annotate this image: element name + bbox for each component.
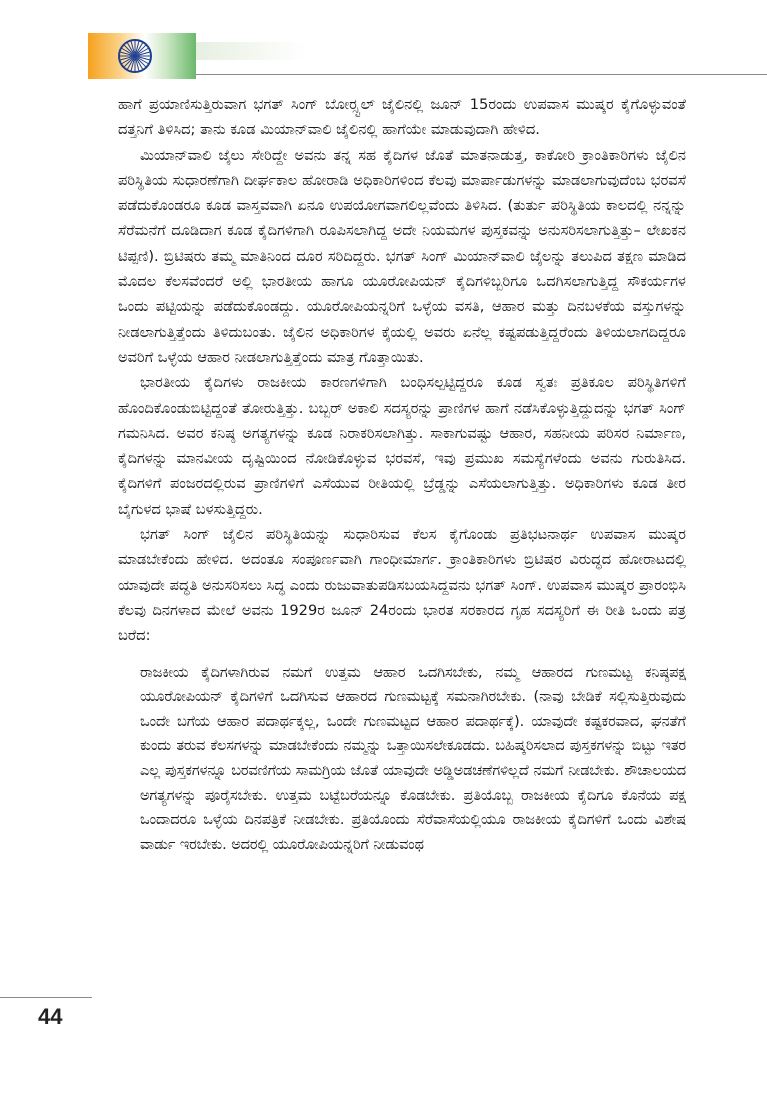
paragraph-3: ಭಾರತೀಯ ಕೈದಿಗಳು ರಾಜಕೀಯ ಕಾರಣಗಳಿಗಾಗಿ ಬಂಧಿಸಲ್ಪಟ್ಟಿದ್ದರೂ ಕೂಡ ಸ್ವತಃ ಪ್ರತಿಕೂಲ ಪರಿಸ್ಥಿತಿಗಳಿಗೆ ಹೊಂದಿಕೊಂಡುಬಿಟ್ಟಿದ್ದಂತೆ ತೋರುತ್ತಿತ್ತು. ಬಬ್ಬರ್ ಅಕಾಲಿ ಸದಸ್ಯರನ್ನು ಪ್ರಾಣಿಗಳ ಹಾಗೆ ನಡೆಸಿಕೊಳ್ಳುತ್ತಿದ್ದುದನ್ನು ಭಗತ್ ಸಿಂಗ್ ಗಮನಿಸಿದ. ಅವರ ಕನಿಷ್ಠ ಅಗತ್ಯಗಳನ್ನು ಕೂಡ ನಿರಾಕರಿಸಲಾಗಿತ್ತು. ಸಾಕಾಗುವಷ್ಟು ಆಹಾರ, ಸಹನೀಯ ಪರಿಸರ ನಿರ್ಮಾಣ, ಕೈದಿಗಳನ್ನು ಮಾನವೀಯ ದೃಷ್ಟಿಯಿಂದ ನೋಡಿಕೊಳ್ಳುವ ಭರವಸೆ, ಇವು ಪ್ರಮುಖ ಸಮಸ್ಯೆಗಳೆಂದು ಅವನು ಗುರುತಿಸಿದ. ಕೈದಿಗಳಿಗೆ ಪಂಜರದಲ್ಲಿರುವ ಪ್ರಾಣಿಗಳಿಗೆ ಎಸೆಯುವ ರೀತಿಯಲ್ಲಿ ಬ್ರೆಡ್ಡನ್ನು ಎಸೆಯಲಾಗುತ್ತಿತ್ತು. ಅಧಿಕಾರಿಗಳು ಕೂಡ ತೀರ ಬೈಗುಳದ ಭಾಷೆ ಬಳಸುತ್ತಿದ್ದರು. bbox=[118, 374, 686, 518]
footer-divider bbox=[0, 997, 92, 998]
ashoka-chakra-icon bbox=[116, 37, 154, 75]
header-banner bbox=[88, 33, 196, 79]
letter-quote-text: ರಾಜಕೀಯ ಕೈದಿಗಳಾಗಿರುವ ನಮಗೆ ಉತ್ತಮ ಆಹಾರ ಒದಗಿಸಬೇಕು, ನಮ್ಮ ಆಹಾರದ ಗುಣಮಟ್ಟ ಕನಿಷ್ಠಪಕ್ಷ ಯೂರೋಪಿಯನ್ ಕೈದಿಗಳಿಗೆ ಒದಗಿಸುವ ಆಹಾರದ ಗುಣಮಟ್ಟಕ್ಕೆ ಸಮನಾಗಿರಬೇಕು. (ನಾವು ಬೇಡಿಕೆ ಸಲ್ಲಿಸುತ್ತಿರುವುದು ಒಂದೇ ಬಗೆಯ ಆಹಾರ ಪದಾರ್ಥಕ್ಕಲ್ಲ, ಒಂದೇ ಗುಣಮಟ್ಟದ ಆಹಾರ ಪದಾರ್ಥಕ್ಕೆ). ಯಾವುದೇ ಕಷ್ಟಕರವಾದ, ಘನತೆಗೆ ಕುಂದು ತರುವ ಕೆಲಸಗಳನ್ನು ಮಾಡಬೇಕೆಂದು ನಮ್ಮನ್ನು ಒತ್ತಾಯಿಸಲೇಕೂಡದು. ಬಹಿಷ್ಕರಿಸಲಾದ ಪುಸ್ತಕಗಳನ್ನು ಬಿಟ್ಟು ಇತರ ಎಲ್ಲ ಪುಸ್ತಕಗಳನ್ನೂ ಬರವಣಿಗೆಯ ಸಾಮಗ್ರಿಯ ಜೊತೆ ಯಾವುದೇ ಅಡ್ಡಿಅಡಚಣೆಗಳಿಲ್ಲದೆ ನಮಗೆ ನೀಡಬೇಕು. ಶೌಚಾಲಯದ ಅಗತ್ಯಗಳನ್ನು ಪೂರೈಸಬೇಕು. ಉತ್ತಮ ಬಟ್ಟೆಬರೆಯನ್ನೂ ಕೊಡಬೇಕು. ಪ್ರತಿಯೊಬ್ಬ ರಾಜಕೀಯ ಕೈದಿಗೂ ಕೊನೆಯ ಪಕ್ಷ ಒಂದಾದರೂ ಒಳ್ಳೆಯ ದಿನಪತ್ರಿಕೆ ನೀಡಬೇಕು. ಪ್ರತಿಯೊಂದು ಸೆರೆವಾಸೆಯಲ್ಲಿಯೂ ರಾಜಕೀಯ ಕೈದಿಗಳಿಗೆ ಒಂದು ವಿಶೇಷ ವಾರ್ಡು ಇರಬೇಕು. ಅದರಲ್ಲಿ ಯೂರೋಪಿಯನ್ನರಿಗೆ ನೀಡುವಂಥ bbox=[140, 664, 686, 853]
page-body bbox=[118, 92, 686, 857]
header-banner-tab bbox=[196, 42, 306, 60]
paragraph-1: ಹಾಗೆ ಪ್ರಯಾಣಿಸುತ್ತಿರುವಾಗ ಭಗತ್ ಸಿಂಗ್ ಬೋರ್‍ಸ್ಟಲ್ ಜೈಲಿನಲ್ಲಿ ಜೂನ್ 15ರಂದು ಉಪವಾಸ ಮುಷ್ಕರ ಕೈಗೊಳ್ಳುವಂತೆ ದತ್ತನಿಗೆ ತಿಳಿಸಿದ; ತಾನು ಕೂಡ ಮಿಯಾನ್‌ವಾಲಿ ಜೈಲಿನಲ್ಲಿ ಹಾಗೆಯೇ ಮಾಡುವುದಾಗಿ ಹೇಳಿದ. bbox=[118, 96, 686, 139]
paragraph-4: ಭಗತ್ ಸಿಂಗ್ ಜೈಲಿನ ಪರಿಸ್ಥಿತಿಯನ್ನು ಸುಧಾರಿಸುವ ಕೆಲಸ ಕೈಗೊಂಡು ಪ್ರತಿಭಟನಾರ್ಥ ಉಪವಾಸ ಮುಷ್ಕರ ಮಾಡಬೇಕೆಂದು ಹೇಳಿದ. ಅದಂತೂ ಸಂಪೂರ್ಣವಾಗಿ ಗಾಂಧೀಮಾರ್ಗ. ಕ್ರಾಂತಿಕಾರಿಗಳು ಬ್ರಿಟಿಷರ ವಿರುದ್ಧದ ಹೋರಾಟದಲ್ಲಿ ಯಾವುದೇ ಪದ್ಧತಿ ಅನುಸರಿಸಲು ಸಿದ್ಧ ಎಂದು ರುಜುವಾತುಪಡಿಸಬಯಸಿದ್ದವನು ಭಗತ್ ಸಿಂಗ್. ಉಪವಾಸ ಮುಷ್ಕರ ಪ್ರಾರಂಭಿಸಿ ಕೆಲವು ದಿನಗಳಾದ ಮೇಲೆ ಅವನು 1929ರ ಜೂನ್ 24ರಂದು ಭಾರತ ಸರಕಾರದ ಗೃಹ ಸದಸ್ಯರಿಗೆ ಈ ರೀತಿ ಒಂದು ಪತ್ರ ಬರೆದ: bbox=[118, 526, 686, 645]
letter-quote bbox=[118, 661, 686, 858]
page-number: 44 bbox=[38, 1004, 63, 1029]
header-divider bbox=[196, 74, 767, 75]
paragraph-2: ಮಿಯಾನ್‌ವಾಲಿ ಜೈಲು ಸೇರಿದ್ದೇ ಅವನು ತನ್ನ ಸಹ ಕೈದಿಗಳ ಜೊತೆ ಮಾತನಾಡುತ್ತ, ಕಾಕೋರಿ ಕ್ರಾಂತಿಕಾರಿಗಳು ಜೈಲಿನ ಪರಿಸ್ಥಿತಿಯ ಸುಧಾರಣೆಗಾಗಿ ದೀರ್ಘಕಾಲ ಹೋರಾಡಿ ಅಧಿಕಾರಿಗಳಿಂದ ಕೆಲವು ಮಾರ್ಪಾಡುಗಳನ್ನು ಮಾಡಲಾಗುವುದೆಂಬ ಭರವಸೆ ಪಡೆದುಕೊಂಡರೂ ಕೂಡ ವಾಸ್ತವವಾಗಿ ಏನೂ ಉಪಯೋಗವಾಗಲಿಲ್ಲವೆಂದು ತಿಳಿಸಿದ. (ತುರ್ತು ಪರಿಸ್ಥಿತಿಯ ಕಾಲದಲ್ಲಿ ನನ್ನನ್ನು ಸೆರೆಮನೆಗೆ ದೂಡಿದಾಗ ಕೂಡ ಕೈದಿಗಳಿಗಾಗಿ ರೂಪಿಸಲಾಗಿದ್ದ ಅದೇ ನಿಯಮಗಳ ಪುಸ್ತಕವನ್ನು ಅನುಸರಿಸಲಾಗುತ್ತಿತ್ತು– ಲೇಖಕನ ಟಿಪ್ಪಣಿ). ಬ್ರಿಟಿಷರು ತಮ್ಮ ಮಾತಿನಿಂದ ದೂರ ಸರಿದಿದ್ದರು. ಭಗತ್ ಸಿಂಗ್ ಮಿಯಾನ್‌ವಾಲಿ ಜೈಲನ್ನು ತಲುಪಿದ ತಕ್ಷಣ ಮಾಡಿದ ಮೊದಲ ಕೆಲಸವೆಂದರೆ ಅಲ್ಲಿ ಭಾರತೀಯ ಹಾಗೂ ಯೂರೋಪಿಯನ್ ಕೈದಿಗಳಿಬ್ಬರಿಗೂ ಒದಗಿಸಲಾಗುತ್ತಿದ್ದ ಸೌಕರ್ಯಗಳ ಒಂದು ಪಟ್ಟಿಯನ್ನು ಪಡೆದುಕೊಂಡದ್ದು. ಯೂರೋಪಿಯನ್ನರಿಗೆ ಒಳ್ಳೆಯ ವಸತಿ, ಆಹಾರ ಮತ್ತು ದಿನಬಳಕೆಯ ವಸ್ತುಗಳನ್ನು ನೀಡಲಾಗುತ್ತಿತ್ತೆಂದು ತಿಳಿದುಬಂತು. ಜೈಲಿನ ಅಧಿಕಾರಿಗಳ ಕೈಯಲ್ಲಿ ಅವರು ಏನೆಲ್ಲ ಕಷ್ಟಪಡುತ್ತಿದ್ದರೆಂದು ತಿಳಿಯಲಾಗದಿದ್ದರೂ ಅವರಿಗೆ ಒಳ್ಳೆಯ ಆಹಾರ ನೀಡಲಾಗುತ್ತಿತ್ತೆಂದು ಮಾತ್ರ ಗೊತ್ತಾಯಿತು. bbox=[118, 146, 686, 366]
